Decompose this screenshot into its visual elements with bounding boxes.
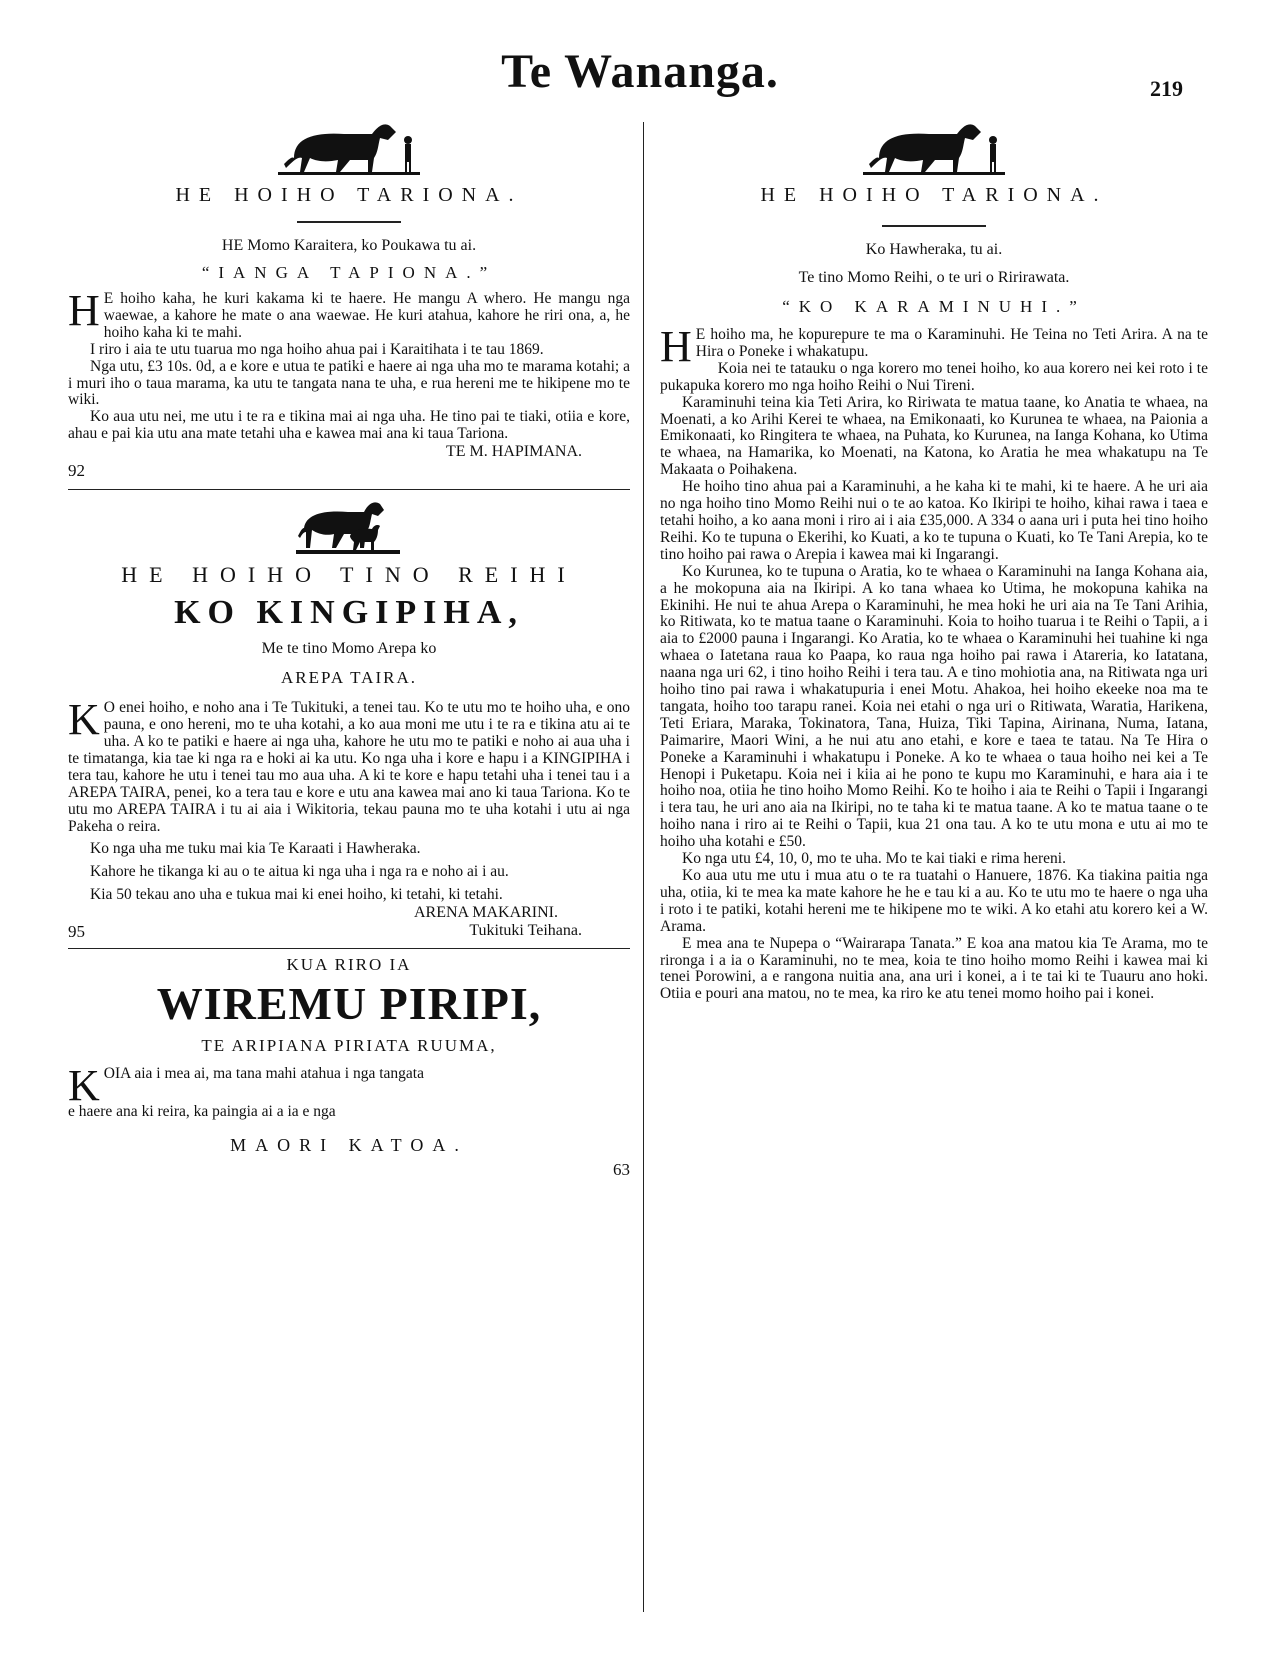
horse-name: “IANGA TAPIONA.” — [201, 263, 497, 282]
paragraph: E mea ana te Nupepa o “Wairarapa Tanata.” E koa ana matou kia Te Arama, mo te rironga i a ia o Karaminuhi, no te mea, koia te tino hoiho momo Reihi i kawea mai ki tenei Porowini, a e rangona nuitia ana, ana uri i konei, a i te tai ki te Tuauru ano hoki. Otiia e pouri ana matou, no te mea, ka riro ke atu tenei momo hoiho pai i konei. — [660, 934, 1208, 1003]
drop-cap: K — [68, 695, 100, 745]
paragraph: Ko nga utu £4, 10, 0, mo te uha. Mo te kai tiaki e rima hereni. — [682, 850, 1066, 868]
ad-body — [68, 286, 630, 443]
heading: HE HOIHO TARIONA. — [760, 184, 1108, 206]
paragraph: E hoiho kaha, he kuri kakama ki te haere. He mangu A whero. He mangu nga waewae, a kahore he mate o ana waewae. He kuri atahua, kahore he riri ona, a, he hoiho kaha ki te mahi. — [103, 290, 630, 341]
paragraph: E hoiho ma, he kopurepure te ma o Karaminuhi. He Teina no Teti Arira. A na te Hira o Poneke i whakatupu. — [695, 326, 1208, 360]
paragraph: Kahore he tikanga ki au o te aitua ki nga uha i nga ra e noho ai i au. — [90, 863, 509, 881]
advert-number: 95 — [68, 922, 85, 942]
paragraph: O enei hoiho, e noho ana i Te Tukituki, a tenei tau. Ko te utu mo te hoiho uha, e ono pauna, e ono hereni, mo te uha kotahi, a ko aua moni me utu i te ra e tikina atu ai te uha. A ko te patiki e haere ai nga uha, kahore he utu mo te patiki e noho ai aua uha i te timatanga, kia tae ki nga ra e hoki ai ka utu. Ko nga uha i kore e hapu i a KINGIPIHA i tera tau, kahore he utu i tenei tau mo aua uha. A ki te kore e hapu tetahi uha i tenei tau i a AREPA TAIRA, penei, ko a tera tau e kore e utu ana kawea mai ano ki taua Tariona. Ko te utu mo AREPA TAIRA i tu ai aia i Wikitoria, tekau pauna mo te uha kotahi i utu ai nga Pakeha o reira. — [68, 699, 630, 835]
advert-wiremu-piripi — [68, 955, 630, 1180]
subhead: HE Momo Karaitera, ko Poukawa tu ai. — [221, 237, 477, 254]
signature: ARENA MAKARINI. — [414, 904, 558, 922]
ad-body — [660, 322, 1208, 1003]
location: Ko Hawheraka, tu ai. — [865, 241, 1003, 258]
paragraph: Koia nei te tatauku o nga korero mo tenei hoiho, ko aua korero nei kei roto i te pukapuka korero mo nga hoiho Reihi o Nui Tireni. — [660, 359, 1208, 394]
heading: HE HOIHO TARIONA. — [175, 184, 523, 206]
right-column — [660, 118, 1208, 1003]
advert-number: 63 — [613, 1160, 630, 1180]
drop-cap: K — [68, 1061, 100, 1111]
paragraph: Nga utu, £3 10s. 0d, a e kore e utua te patiki e haere ai nga uha mo te marama kotahi; a i muri iho o taua marama, ka utu te tangata nana te uha, e rua hereni me te hikipene mo te wiki. — [68, 357, 630, 409]
mare-and-foal-icon — [68, 498, 630, 558]
horse-with-groom-icon — [660, 118, 1208, 180]
advert-ianga-tapiona — [68, 118, 630, 481]
subname: AREPA TAIRA. — [280, 668, 417, 688]
place: Tukituki Teihana. — [469, 922, 582, 940]
advert-number: 92 — [68, 461, 85, 481]
advert-kingipiha — [68, 498, 630, 942]
text-line: e haere ana ki reira, ka paingia ai a ia e nga — [68, 1103, 336, 1121]
ad-body — [68, 1061, 630, 1121]
drop-cap: H — [660, 322, 692, 371]
column-divider — [643, 122, 644, 1612]
short-rule — [882, 225, 986, 227]
heading: HE HOIHO TINO REIHI — [121, 562, 577, 588]
paragraph: Ko nga uha me tuku mai kia Te Karaati i Hawheraka. — [90, 840, 421, 858]
subhead: Te tino Momo Reihi, o te uri o Ririrawata. — [798, 269, 1070, 286]
paragraph: Karaminuhi teina kia Teti Arira, ko Ririwata te matua taane, ko Anatia te whaea, na Moenati, a ko Arihi Kerei te whaea, na Emikonaati, ko Kurunea te whaea, na Paionia a Emikonaati, ko Ringitera te whaea, na Puhata, ko Kurunea, na Ianga Kohana, ko Utima te whaea, na Hamarika, ko Moenati, na Katona, ko Aratia he mea whakatupu na Te Makaata o Poihakena. — [660, 393, 1208, 479]
closing: MAORI KATOA. — [230, 1135, 468, 1156]
horse-name: “KO KARAMINUHI.” — [782, 297, 1086, 316]
kicker: KUA RIRO IA — [286, 955, 412, 975]
paragraph: He hoiho tino ahua pai a Karaminuhi, a he kaha ki te mahi, ki te haere. A he uri aia no nga hoiho tino Momo Reihi nui o te ao katoa. Ko Ikiripi te hoiho, kihai rawa i taea e tetahi hoiho, a ko aana moni i riro ai i aia £35,000. A 334 o aana uri i puta hei tino hoiho Reihi. Ko te tupuna o Ekerihi, ko Kuati, a ko te tupuna o Kuati, ko Te Tani Arepia, ko te tino hoiho pai rawa o Arepia i kawea mai ki Ingarangi. — [660, 478, 1208, 563]
section-rule — [68, 948, 630, 949]
subhead: Me te tino Momo Arepa ko — [261, 640, 437, 658]
ad-body — [68, 695, 630, 904]
paragraph: Ko Kurunea, ko te tupuna o Aratia, ko te whaea o Karaminuhi na Ianga Kohana aia, a he mokopuna aia na Ikiripi. A ko tana whaea ko Utima, he mokopuna kahika na Ekinihi. He nui te ahua Arepa o Karaminuhi, he mea hoki he uri aia na Te Tani Arihia, ko Ritiwata, ko te matua taane o Karaminuhi. Koia to hoiho tuarua i te Reihi o Tapii, a i aia to £2000 pauna i Ingarangi. Ko Aratia, ko te whaea o Karaminuhi hei tuahine ki nga whaea o Iatetana raua ko Paapa, ko raua nga hoiho pai rawa i Atareria, ko Iatatana, naana nga uri 62, i tino hoiho Reihi i tera tau. A e tino mohiotia ana, na Ritiwata nga uri hoiho tino pai rawa i whakatupuria i enei Motu. Ahakoa, hei hoiho ekeeke noa ma te tangata, hoiho too tarapu ranei. Koia nei etahi o nga uri o Ritiwata, Waratia, Harikena, Teti Eriara, Maraka, Tokinatora, Tana, Huiza, Tiki Tapina, Airinana, Numa, Iatana, Paimarire, Maori Wini, a he nui atu ano etahi, e kore e taea te tatau. Na Te Hira o Poneke a Karaminuhi i whakatupu i Poneke. A ko te whaea o taua hoiho nei kei a Te Henopi i Puketapu. Koia nei i kiia ai he pono te kupu mo Karaminuhi, e hara aia i te hoiho noa, otiia he tino hoiho Momo Reihi. Ko te hoiho i aia te Reihi o Tapii i Ingarangi i tera tau, he uri ano aia na Ikiripi, no te taha ki te matua taane. A ko te matua taane o te hoiho nana i riro ai te Reihi o Tapii, kua 21 ona tau. A ko te utu mona e utu ai mo te hoiho uha kotahi e £50. — [660, 562, 1208, 851]
advert-title: WIREMU PIRIPI, — [156, 978, 542, 1030]
masthead: Te Wananga. — [501, 45, 779, 98]
short-rule — [297, 221, 401, 223]
section-rule — [68, 489, 630, 490]
advert-title: KO KINGIPIHA, — [174, 594, 524, 632]
signature: TE M. HAPIMANA. — [446, 443, 582, 461]
left-column — [68, 118, 630, 1180]
paragraph: Ko aua utu nei, me utu i te ra e tikina mai ai nga uha. He tino pai te tiaki, otiia e kore, ahau e pai kia utu ana mate tetahi uha e kawea mai ana ki taua Tariona. — [68, 408, 630, 443]
page-number: 219 — [1150, 76, 1183, 101]
horse-with-groom-icon — [68, 118, 630, 180]
advert-ko-karaminuhi — [660, 118, 1208, 1003]
subtitle: TE ARIPIANA PIRIATA RUUMA, — [201, 1036, 497, 1056]
paragraph: Ko aua utu me utu i mua atu o te ra tuatahi o Hanuere, 1876. Ka tiakina paitia nga uha, otiia, ki te mea ka mate kahore he he e tau ki a au. Ko te utu mo te haere o nga uha i roto i te patiki, kotahi hereni me te hikipene mo te wiki. A ko etahi atu korero kei a W. Arama. — [660, 867, 1208, 935]
text-line: OIA aia i mea ai, ma tana mahi atahua i nga tangata — [103, 1065, 424, 1083]
paragraph: I riro i aia te utu tuarua mo nga hoiho ahua pai i Karaitihata i te tau 1869. — [90, 340, 544, 358]
drop-cap: H — [68, 286, 100, 335]
paragraph: Kia 50 tekau ano uha e tukua mai ki enei hoiho, ki tetahi, ki tetahi. — [90, 886, 503, 904]
